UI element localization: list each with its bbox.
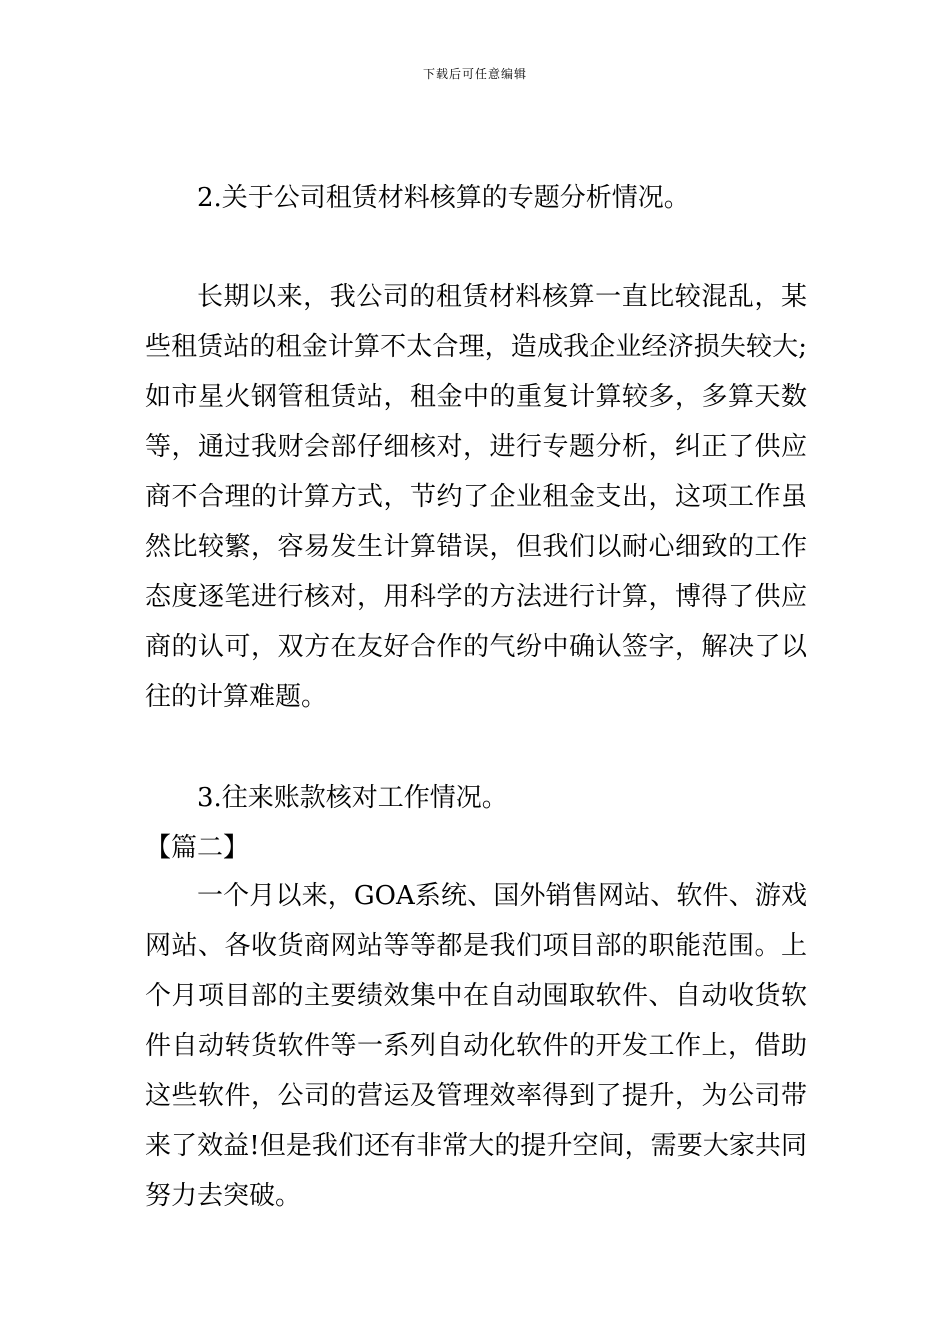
section-heading-2: 2.关于公司租赁材料核算的专题分析情况。	[197, 183, 690, 213]
paragraph-lease-materials: 长期以来，我公司的租赁材料核算一直比较混乱，某些租赁站的租金计算不太合理，造成我企业经济损失较大;如市星火钢管租赁站，租金中的重复计算较多，多算天数等，通过我财会部仔细核对，进行专题分析，纠正了供应商不合理的计算方式，节约了企业租金支出，这项工作虽然比较繁，容易发生计算错误，但我们以耐心细致的工作态度逐笔进行核对，用科学的方法进行计算，博得了供应商的认可，双方在友好合作的气纷中确认签字，解决了以往的计算难题。	[145, 282, 807, 712]
section-heading-3: 3.往来账款核对工作情况。	[197, 783, 508, 813]
section-label-part-two: 【篇二】	[145, 833, 250, 863]
header-note: 下载后可任意编辑	[422, 67, 527, 81]
paragraph-project-department: 一个月以来，GOA系统、国外销售网站、软件、游戏网站、各收货商网站等等都是我们项目部的职能范围。上个月项目部的主要绩效集中在自动囤取软件、自动收货软件自动转货软件等一系列自动化软件的开发工作上，借助这些软件，公司的营运及管理效率得到了提升，为公司带来了效益!但是我们还有非常大的提升空间，需要大家共同努力去突破。	[145, 881, 807, 1211]
